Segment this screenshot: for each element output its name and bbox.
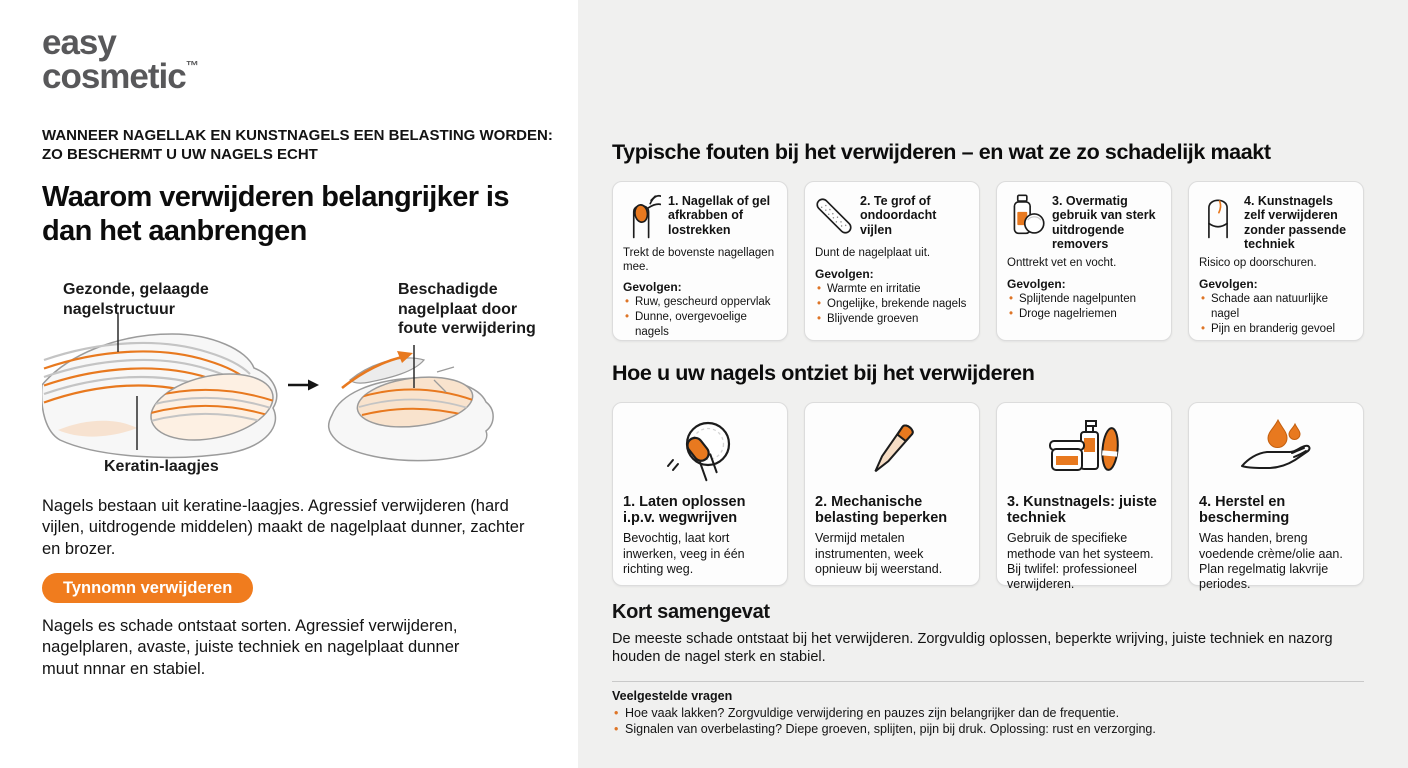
bullet-item: • Droge nagelriemen	[1007, 307, 1161, 322]
tip-card-3	[996, 402, 1172, 592]
mistake-card-4	[1188, 181, 1364, 341]
brand-logo-line1: easy	[42, 23, 116, 62]
card-title: 2. Mechanische belasting beperken	[815, 494, 948, 527]
gevolgen-label: Gevolgen:	[623, 280, 682, 295]
left-panel	[0, 0, 578, 768]
kicker-line2: ZO BESCHERMT U UW NAGELS ECHT	[42, 145, 318, 163]
card-bullet-list	[815, 282, 969, 328]
brand-logo	[42, 23, 199, 97]
tip-card-2	[804, 402, 980, 586]
bullet-item: • Pijn en branderig gevoel	[1199, 322, 1353, 337]
card-bullet-list	[1199, 292, 1353, 338]
brand-logo-line2: cosmetic™	[42, 57, 199, 97]
card-body: Vermijd metalen instrumenten, week opnieuw bij weerstand.	[815, 531, 943, 576]
mistake-card-3	[996, 181, 1172, 341]
summary-body: De meeste schade ontstaat bij het verwijderen. Zorgvuldig oplossen, beperkte wrijving, juiste techniek en nazorg houden de nagel sterk en stabiel.	[612, 631, 1333, 666]
summary-title: Kort samengevat	[612, 601, 770, 623]
trademark-symbol: ™	[185, 58, 199, 74]
mistakes-card-row	[612, 181, 1364, 341]
tip-card-1	[612, 402, 788, 586]
diagram-label-keratin: Keratin-laagjes	[104, 458, 219, 475]
diagram-label-damaged: Beschadigde nagelplaat door foute verwijdering	[398, 281, 536, 338]
bullet-item: • Splijtende nagelpunten	[1007, 292, 1161, 307]
bullet-item: • Warmte en irritatie	[815, 282, 969, 297]
section2-title: Hoe u uw nagels ontziet bij het verwijderen	[612, 361, 1035, 385]
bullet-item: • Blijvende groeven	[815, 312, 969, 327]
card-bullet-list	[1007, 292, 1161, 322]
nail-file-icon	[815, 191, 853, 241]
faq-item: • Hoe vaak lakken? Zorgvuldige verwijdering en pauzes zijn belangrijker dan de frequentie.	[612, 705, 1382, 721]
card-bullet-list	[623, 295, 777, 341]
card-intro: Onttrekt vet en vocht.	[1007, 257, 1117, 269]
bullet-item: • Ruw, gescheurd oppervlak	[623, 295, 777, 310]
mistake-card-2	[804, 181, 980, 341]
card-title: 3. Overmatig gebruik van sterk uitdrogende removers	[1052, 194, 1156, 251]
tips-card-row	[612, 402, 1364, 592]
card-title: 1. Nagellak of gel afkrabben of lostrekken	[668, 194, 771, 237]
mistake-card-1	[612, 181, 788, 341]
products-icon	[1042, 417, 1126, 483]
card-intro: Risico op doorschuren.	[1199, 257, 1317, 269]
remove-gently-button[interactable]: Tynnomn verwijderen	[42, 573, 253, 603]
scrape-finger-icon	[623, 191, 661, 241]
footnote-paragraph: Nagels es schade ontstaat sorten. Agressief verwijderen, nagelplaren, avaste, juiste techniek en nagelplaat dunner muut nnnar en stabiel.	[42, 617, 460, 678]
section1-title: Typische fouten bij het verwijderen – en wat ze zo schadelijk maakt	[612, 140, 1271, 164]
gevolgen-label: Gevolgen:	[815, 266, 874, 281]
gevolgen-label: Gevolgen:	[1007, 276, 1066, 291]
cracked-nail-icon	[1199, 191, 1237, 241]
diagram-label-healthy: Gezonde, gelaagde nagelstructuur	[63, 281, 209, 318]
card-body: Was handen, breng voedende crème/olie aan. Plan regelmatig lakvrije periodes.	[1199, 531, 1343, 592]
remover-bottle-icon	[1007, 191, 1045, 241]
divider	[612, 681, 1364, 682]
page-title: Waarom verwijderen belangrijker is dan het aanbrengen	[42, 181, 509, 247]
gevolgen-label: Gevolgen:	[1199, 276, 1258, 291]
card-title: 1. Laten oplossen i.p.v. wegwrijven	[623, 494, 746, 527]
card-body: Gebruik de specifieke methode van het systeem. Bij twlifel: professioneel verwijderen.	[1007, 531, 1154, 592]
card-intro: Dunt de nagelplaat uit.	[815, 247, 931, 259]
bullet-item: • Ongelijke, brekende nagels	[815, 297, 969, 312]
card-title: 2. Te grof of ondoordacht vijlen	[860, 194, 937, 237]
card-title: 3. Kunstnagels: juiste techniek	[1007, 494, 1157, 527]
bullet-item: • Dunne, overgevoelige nagels	[623, 310, 777, 340]
card-intro: Trekt de bovenste nagellagen mee.	[623, 247, 775, 273]
transition-arrow	[288, 380, 319, 391]
card-body: Bevochtig, laat kort inwerken, veeg in één richting weg.	[623, 531, 745, 576]
kicker-line1: WANNEER NAGELLAK EN KUNSTNAGELS EEN BELASTING WORDEN:	[42, 127, 553, 144]
card-title: 4. Kunstnagels zelf verwijderen zonder passende techniek	[1244, 194, 1347, 251]
card-title: 4. Herstel en bescherming	[1199, 494, 1290, 527]
nail-structure-diagram	[42, 310, 542, 462]
faq-list	[612, 705, 1382, 738]
tip-card-4	[1188, 402, 1364, 592]
pusher-stick-icon	[850, 417, 934, 483]
bullet-item: • Schade aan natuurlijke nagel	[1199, 292, 1353, 322]
faq-item: • Signalen van overbelasting? Diepe groeven, splijten, pijn bij druk. Oplossing: rust en verzorging.	[612, 721, 1382, 737]
faq-title: Veelgestelde vragen	[612, 689, 733, 703]
intro-paragraph: Nagels bestaan uit keratine-laagjes. Agressief verwijderen (hard vijlen, uitdrogende middelen) maakt de nagelplaat dunner, zachter en brozer.	[42, 497, 525, 558]
kicker	[42, 127, 554, 165]
care-hand-icon	[1234, 417, 1318, 483]
soak-pad-icon	[658, 417, 742, 483]
